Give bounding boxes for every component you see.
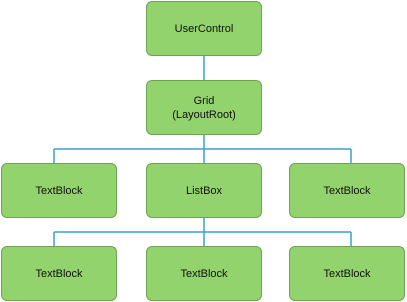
- node-label-grid: Grid (LayoutRoot): [172, 94, 236, 121]
- node-textblock-4: [146, 246, 262, 301]
- node-label-textblock-5: TextBlock: [323, 267, 371, 280]
- node-textblock-2: [289, 163, 405, 218]
- node-textblock-1: [1, 163, 117, 218]
- node-label-textblock-1: TextBlock: [35, 184, 83, 197]
- node-label-listbox: ListBox: [185, 184, 223, 197]
- node-textblock-3: [1, 246, 117, 301]
- node-label-textblock-4: TextBlock: [180, 267, 228, 280]
- node-label-usercontrol: UserControl: [174, 22, 234, 35]
- node-label-textblock-2: TextBlock: [323, 184, 371, 197]
- node-listbox: [146, 163, 262, 218]
- node-textblock-5: [289, 246, 405, 301]
- node-label-textblock-3: TextBlock: [35, 267, 83, 280]
- node-grid: [146, 80, 262, 135]
- node-usercontrol: [146, 1, 262, 56]
